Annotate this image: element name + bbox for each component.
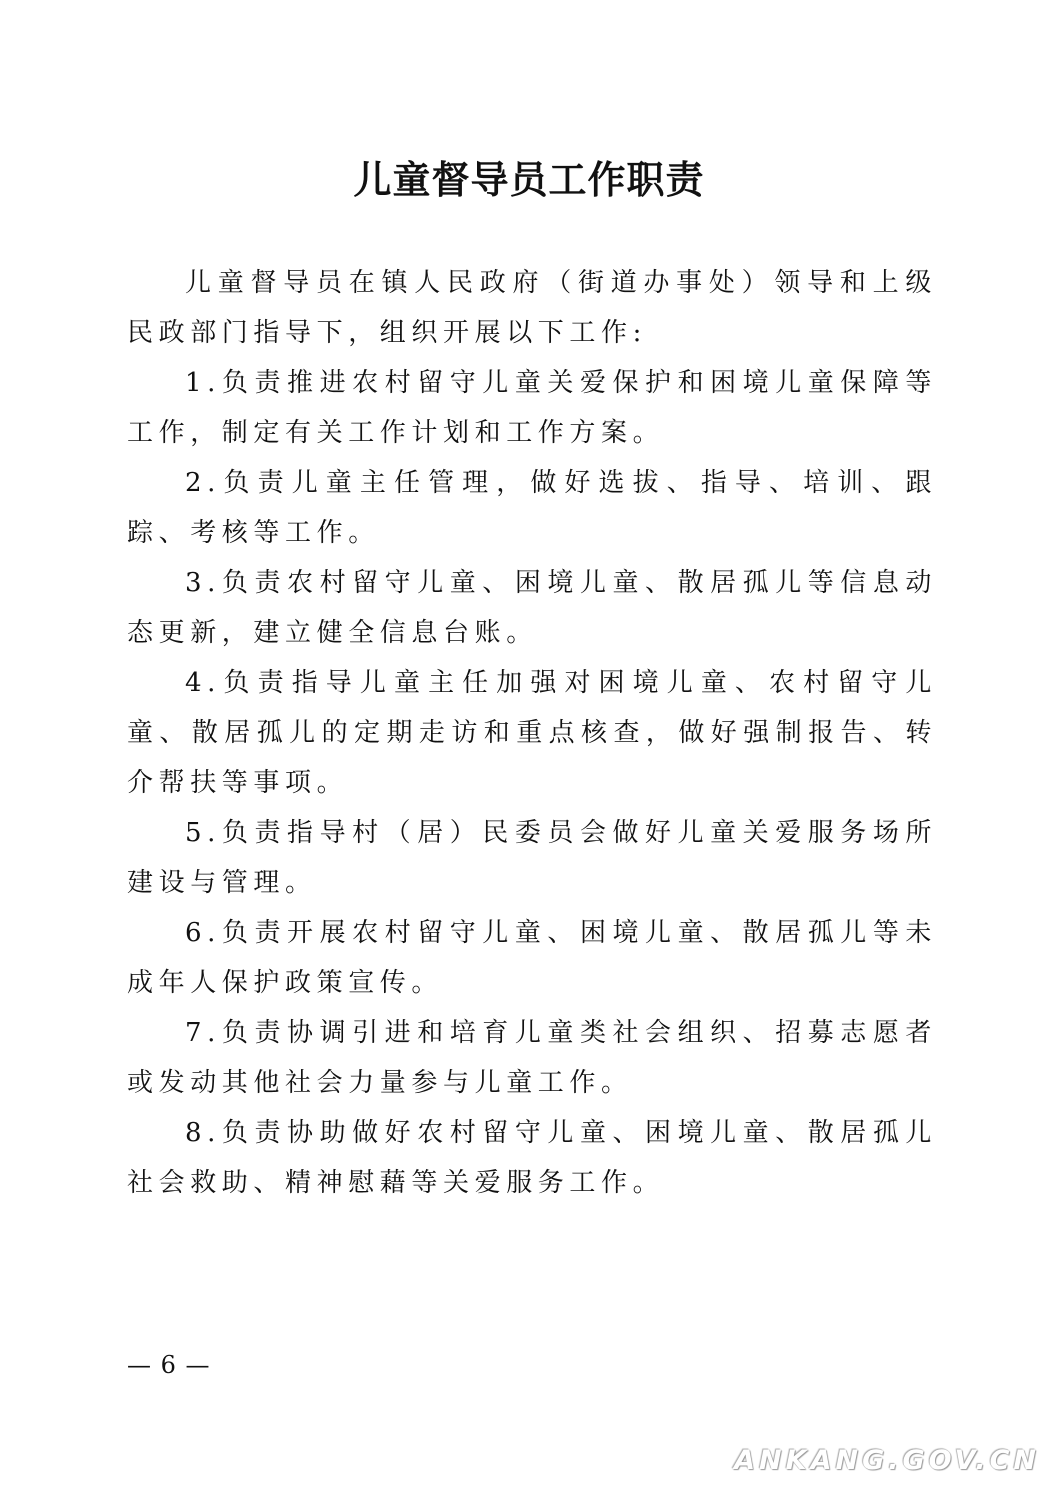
duty-item-8: 8.负责协助做好农村留守儿童、困境儿童、散居孤儿社会救助、精神慰藉等关爱服务工作。 bbox=[127, 1118, 937, 1198]
duty-item-3: 3.负责农村留守儿童、困境儿童、散居孤儿等信息动态更新，建立健全信息台账。 bbox=[127, 568, 937, 648]
duty-item-5: 5.负责指导村（居）民委员会做好儿童关爱服务场所建设与管理。 bbox=[127, 818, 937, 898]
intro-paragraph: 儿童督导员在镇人民政府（街道办事处）领导和上级民政部门指导下，组织开展以下工作: bbox=[127, 268, 937, 348]
site-watermark: ANKANG.GOV.CN bbox=[734, 1445, 1040, 1476]
page-number: — 6 — bbox=[127, 1351, 211, 1379]
document-body bbox=[127, 258, 937, 1208]
duty-item-4: 4.负责指导儿童主任加强对困境儿童、农村留守儿童、散居孤儿的定期走访和重点核查，做好强制报告、转介帮扶等事项。 bbox=[127, 668, 937, 798]
duty-item-1: 1.负责推进农村留守儿童关爱保护和困境儿童保障等工作，制定有关工作计划和工作方案。 bbox=[127, 368, 937, 448]
duty-item-7: 7.负责协调引进和培育儿童类社会组织、招募志愿者或发动其他社会力量参与儿童工作。 bbox=[127, 1018, 937, 1098]
duty-item-2: 2.负责儿童主任管理，做好选拔、指导、培训、跟踪、考核等工作。 bbox=[127, 468, 937, 548]
duty-item-6: 6.负责开展农村留守儿童、困境儿童、散居孤儿等未成年人保护政策宣传。 bbox=[127, 918, 937, 998]
document-title: 儿童督导员工作职责 bbox=[353, 157, 705, 202]
